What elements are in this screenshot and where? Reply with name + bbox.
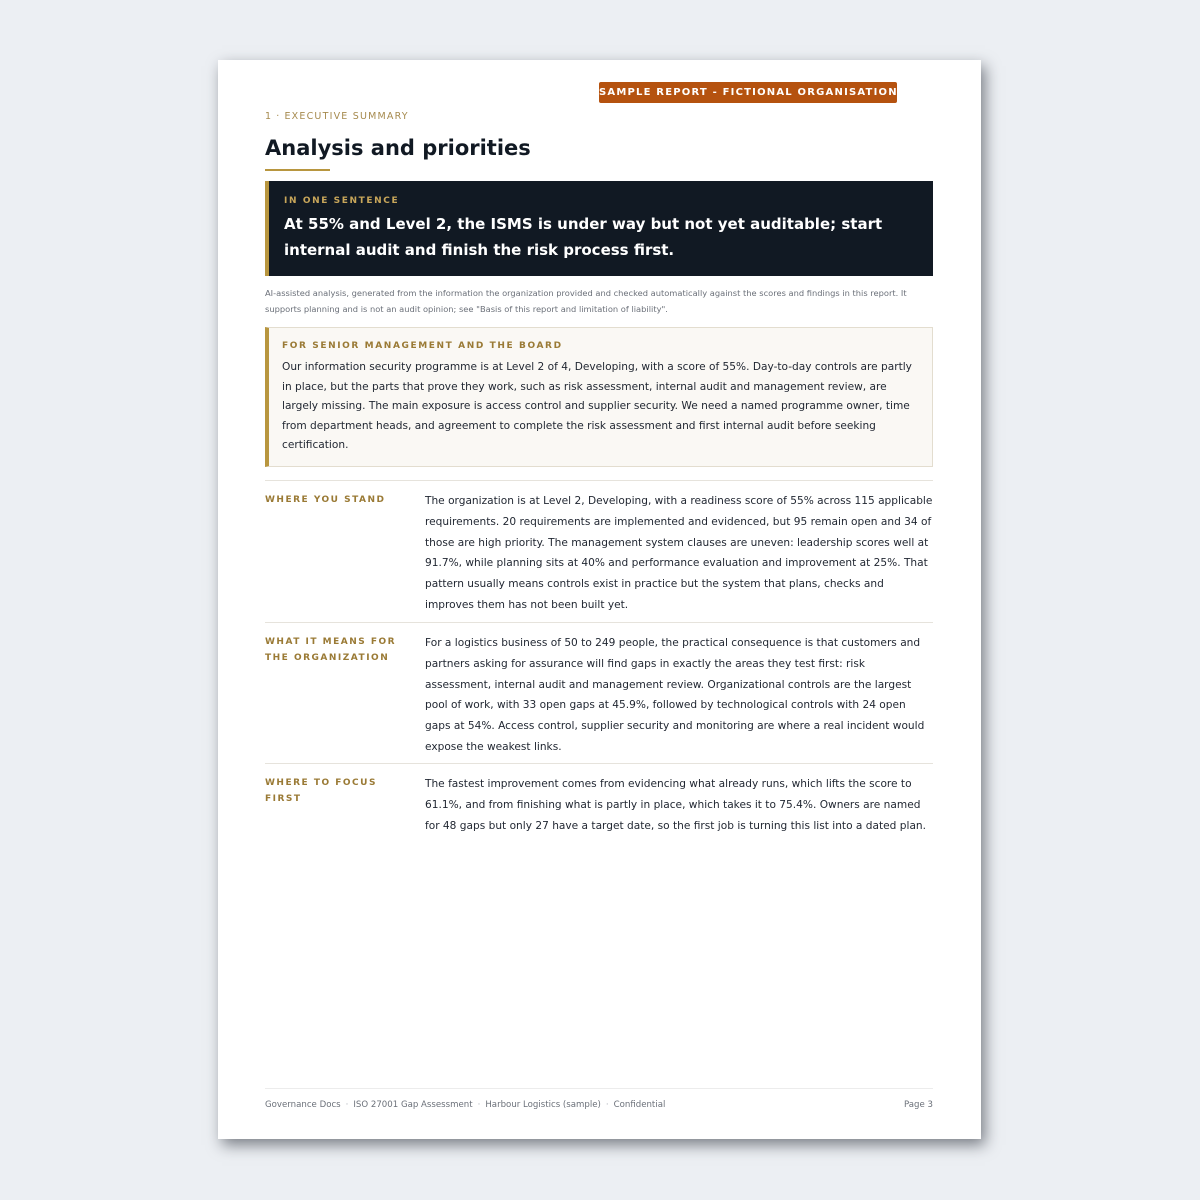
section-eyebrow: 1 · EXECUTIVE SUMMARY — [265, 111, 409, 122]
one-sentence-text: At 55% and Level 2, the ISMS is under way but not yet auditable; start internal audit and finish the risk process first. — [284, 215, 883, 259]
title-underline — [265, 169, 330, 171]
section-number: 1 — [265, 111, 273, 122]
page-footer — [265, 1088, 933, 1110]
report-page — [218, 60, 981, 1139]
footer-organization: Harbour Logistics (sample) — [485, 1100, 601, 1110]
section-name: EXECUTIVE SUMMARY — [284, 111, 409, 122]
footer-meta: Governance Docs · ISO 27001 Gap Assessment · Harbour Logistics (sample) · Confidential — [265, 1100, 666, 1110]
section-body: For a logistics business of 50 to 249 people, the practical consequence is that customers and partners asking for assurance will find gaps in exactly the areas they test first: risk assessment, internal audit and management review. Organizational controls are the largest pool of work, with 33 open gaps at 45.9%, followed by technological controls with 24 open gaps at 54%. Access control, supplier security and monitoring are where a real incident would expose the weakest links. — [425, 637, 925, 753]
ai-disclaimer: AI-assisted analysis, generated from the information the organization provided and checked automatically against the scores and findings in this report. It supports planning and is not an audit opinion; see "Basis of this report and limitation of liability". — [265, 288, 907, 314]
section-body: The organization is at Level 2, Developing, with a readiness score of 55% across 115 applicable requirements. 20 requirements are implemented and evidenced, but 95 remain open and 34 of those are high priority. The management system clauses are uneven: leadership scores well at 91.7%, while planning sits at 40% and performance evaluation and improvement at 25%. That pattern usually means controls exist in practice but the system that plans, checks and improves them has not been built yet. — [425, 495, 933, 611]
footer-document: ISO 27001 Gap Assessment — [353, 1100, 473, 1110]
section-what-it-means — [265, 622, 933, 764]
section-label: WHERE TO FOCUS FIRST — [265, 778, 377, 804]
board-summary-kicker: FOR SENIOR MANAGEMENT AND THE BOARD — [282, 341, 563, 351]
board-summary-text: Our information security programme is at Level 2 of 4, Developing, with a score of 55%. Day-to-day controls are partly in place, but the parts that prove they work, such as risk assessment, internal audit and management review, are largely missing. The main exposure is access control and supplier security. We need a named programme owner, time from department heads, and agreement to complete the risk assessment and first internal audit before seeking certification. — [282, 361, 912, 452]
section-label: WHAT IT MEANS FOR THE ORGANIZATION — [265, 637, 397, 663]
one-sentence-kicker: IN ONE SENTENCE — [284, 196, 400, 206]
section-label: WHERE YOU STAND — [265, 495, 386, 505]
footer-classification: Confidential — [613, 1100, 666, 1110]
one-sentence-callout — [265, 181, 933, 276]
section-where-to-focus — [265, 763, 933, 864]
page-title: Analysis and priorities — [265, 136, 531, 160]
section-where-you-stand — [265, 480, 933, 622]
board-summary-box — [265, 327, 933, 467]
footer-brand: Governance Docs — [265, 1100, 341, 1110]
section-body: The fastest improvement comes from evidencing what already runs, which lifts the score to 61.1%, and from finishing what is partly in place, which takes it to 75.4%. Owners are named for 48 gaps but only 27 have a target date, so the first job is turning this list into a dated plan. — [425, 778, 927, 832]
page-number: Page 3 — [903, 1100, 933, 1110]
sample-report-badge: SAMPLE REPORT - FICTIONAL ORGANISATION — [599, 82, 897, 103]
